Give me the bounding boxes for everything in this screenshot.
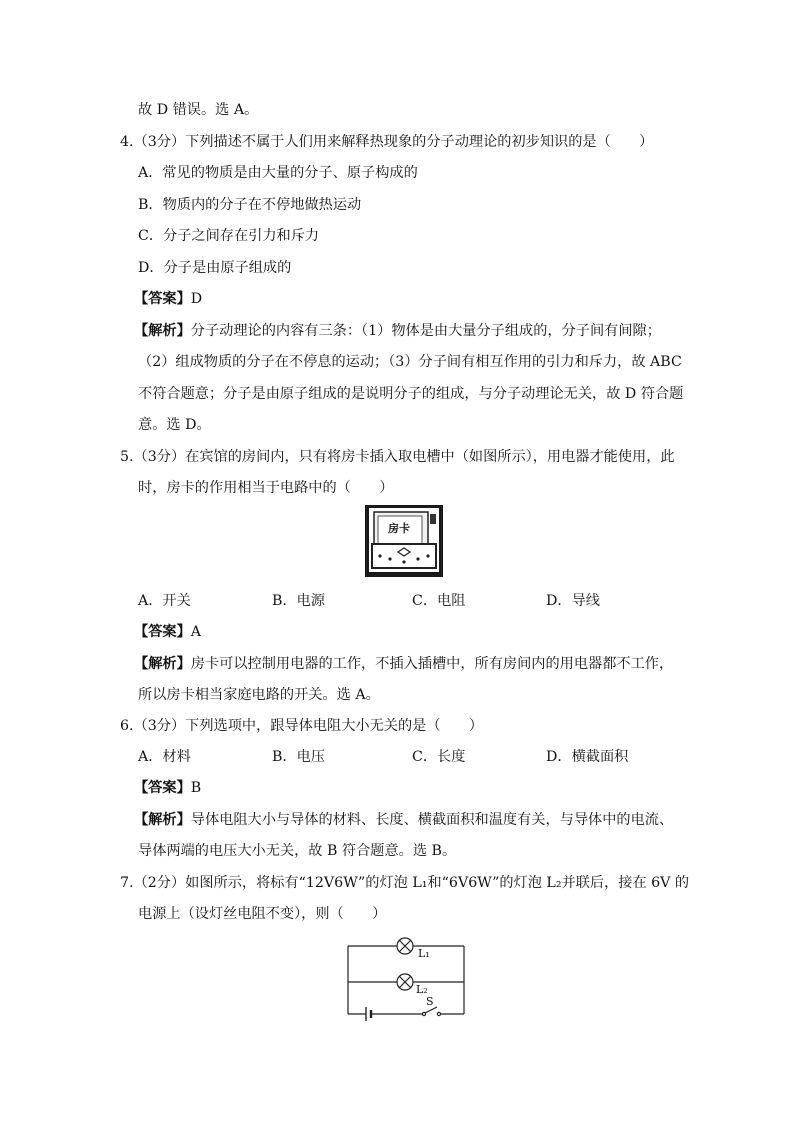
l2-label: L₂ bbox=[416, 983, 428, 996]
option-d: D．分子是由原子组成的 bbox=[138, 260, 292, 276]
analysis-line: （2）组成物质的分子在不停息的运动；（3）分子间有相互作用的引力和斥力，故 ABC bbox=[138, 354, 682, 370]
answer: 【答案】A bbox=[134, 624, 202, 640]
question-6: 6.（3分）下列选项中，跟导体电阻大小无关的是（ ） bbox=[120, 718, 484, 734]
answer: 【答案】D bbox=[134, 291, 203, 307]
option-b: B．电压 bbox=[272, 749, 325, 765]
room-card-figure bbox=[364, 504, 444, 578]
question-7: 7.（2分）如图所示，将标有“12V6W”的灯泡 L₁和“6V6W”的灯泡 L₂并联后，接在 6V 的 bbox=[120, 875, 690, 891]
question-line: 电源上（设灯丝电阻不变），则（ ） bbox=[138, 906, 387, 922]
option-a: A．材料 bbox=[138, 749, 191, 765]
option-b: B．物质内的分子在不停地做热运动 bbox=[138, 197, 362, 213]
analysis: 【解析】房卡可以控制用电器的工作，不插入插槽中，所有房间内的用电器都不工作， bbox=[134, 656, 674, 672]
option-d: D．导线 bbox=[546, 593, 600, 609]
option-a: A．常见的物质是由大量的分子、原子构成的 bbox=[138, 165, 418, 181]
option-b: B．电源 bbox=[272, 593, 325, 609]
circuit-diagram bbox=[340, 932, 472, 1022]
option-a: A．开关 bbox=[138, 593, 191, 609]
analysis-line: 所以房卡相当家庭电路的开关。选 A。 bbox=[138, 687, 380, 703]
room-card-label: 房卡 bbox=[388, 522, 410, 535]
question-line: 时，房卡的作用相当于电路中的（ ） bbox=[138, 480, 394, 496]
l1-label: L₁ bbox=[418, 947, 430, 960]
analysis-line: 意。选 D。 bbox=[138, 417, 211, 433]
option-c: C．长度 bbox=[412, 749, 466, 765]
option-c: C．分子之间存在引力和斥力 bbox=[138, 228, 320, 244]
analysis-line: 不符合题意；分子是由原子组成的是说明分子的组成，与分子动理论无关，故 D 符合题 bbox=[138, 386, 684, 402]
analysis-line: 导体两端的电压大小无关，故 B 符合题意。选 B。 bbox=[138, 843, 457, 859]
question-5: 5.（3分）在宾馆的房间内，只有将房卡插入取电槽中（如图所示），用电器才能使用，此 bbox=[120, 449, 675, 465]
question-4: 4.（3分）下列描述不属于人们用来解释热现象的分子动理论的初步知识的是（ ） bbox=[120, 134, 654, 150]
switch-label: S bbox=[426, 995, 434, 1008]
analysis: 【解析】分子动理论的内容有三条：（1）物体是由大量分子组成的，分子间有间隙； bbox=[134, 323, 661, 339]
option-d: D．横截面积 bbox=[546, 749, 629, 765]
option-c: C．电阻 bbox=[412, 593, 466, 609]
text-line: 故 D 错误。选 A。 bbox=[138, 102, 259, 118]
answer: 【答案】B bbox=[134, 780, 202, 796]
analysis: 【解析】导体电阻大小与导体的材料、长度、横截面积和温度有关，与导体中的电流、 bbox=[134, 812, 674, 828]
